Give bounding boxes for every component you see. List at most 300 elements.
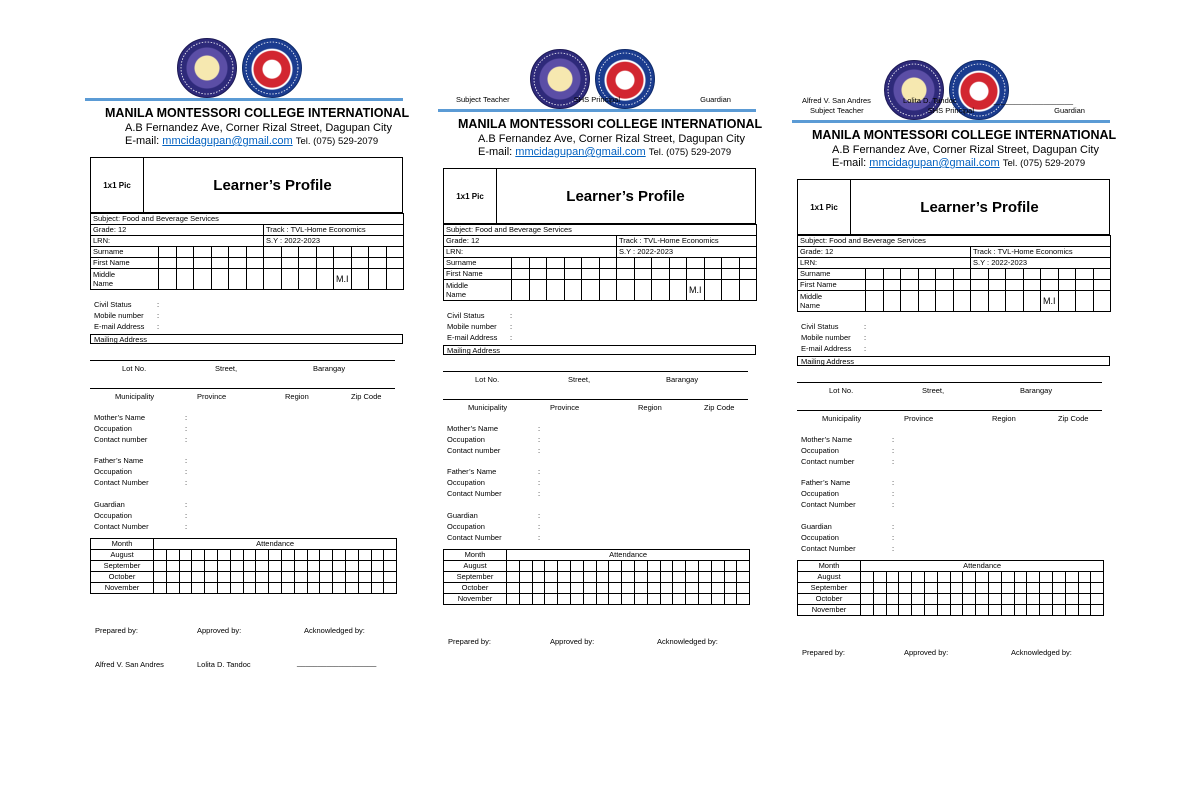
- attendance-cell: [673, 561, 686, 572]
- email-address-label: E-mail Address: [447, 333, 498, 342]
- father-name-label: Father’s Name: [801, 478, 851, 487]
- letter-cell: [722, 269, 740, 280]
- attendance-cell: [988, 605, 1001, 616]
- letter-cell: [281, 269, 299, 290]
- letter-cell: [1058, 269, 1076, 280]
- attendance-cell: [647, 572, 660, 583]
- attendance-cell: [609, 594, 622, 605]
- attendance-cell: [988, 594, 1001, 605]
- profile-header-box: [797, 179, 1110, 235]
- attendance-cell: [307, 583, 320, 594]
- attendance-cell: [724, 583, 737, 594]
- guardian-label: Guardian: [94, 500, 125, 509]
- letter-cell: [564, 258, 582, 269]
- attendance-cell: [558, 561, 571, 572]
- attendance-cell: [320, 572, 333, 583]
- surname-row: Surname: [91, 247, 404, 258]
- email-link[interactable]: mmcidagupan@gmail.com: [162, 135, 293, 147]
- attendance-cell: [320, 583, 333, 594]
- attendance-cell: [622, 572, 635, 583]
- letter-cell: [299, 247, 317, 258]
- attendance-cell: [1040, 572, 1053, 583]
- mother-name-label: Mother’s Name: [447, 424, 498, 433]
- letter-cell: [512, 269, 530, 280]
- letter-cell: [883, 280, 901, 291]
- attendance-cell: [1091, 572, 1104, 583]
- info-table: [443, 224, 757, 301]
- letter-cell: [246, 247, 264, 258]
- attendance-row: [91, 561, 397, 572]
- attendance-cell: [1014, 572, 1027, 583]
- letter-cell: [617, 280, 635, 301]
- letter-cell: [1023, 269, 1041, 280]
- letter-cell: [229, 258, 247, 269]
- attendance-cell: [950, 605, 963, 616]
- attendance-cell: [345, 583, 358, 594]
- month-label: October: [91, 572, 154, 583]
- attendance-cell: [963, 605, 976, 616]
- letter-cell: [264, 269, 282, 290]
- attendance-cell: [507, 583, 520, 594]
- attendance-cell: [205, 550, 218, 561]
- letter-cell: [564, 269, 582, 280]
- attendance-cell: [243, 561, 256, 572]
- attendance-row: [91, 583, 397, 594]
- letter-cell: [211, 258, 229, 269]
- attendance-cell: [861, 594, 874, 605]
- attendance-cell: [281, 561, 294, 572]
- attendance-cell: [507, 572, 520, 583]
- approved-by-label: Approved by:: [904, 648, 949, 657]
- attendance-cell: [154, 572, 167, 583]
- letter-cell: [599, 269, 617, 280]
- letter-cell: [1058, 291, 1076, 312]
- header-rule: [792, 120, 1110, 123]
- attendance-cell: [686, 594, 699, 605]
- attendance-cell: [256, 583, 269, 594]
- attendance-row: [798, 605, 1104, 616]
- attendance-cell: [154, 561, 167, 572]
- address-line-1: [797, 382, 1102, 383]
- attendance-cell: [269, 561, 282, 572]
- prepared-by-label: Prepared by:: [802, 648, 845, 657]
- mobile-label: Mobile number: [447, 322, 497, 331]
- attendance-row: [798, 583, 1104, 594]
- letter-cell: [211, 269, 229, 290]
- lrn-row: LRN: S.Y : 2022-2023: [444, 247, 757, 258]
- letter-cell: [1023, 291, 1041, 312]
- attendance-cell: [622, 561, 635, 572]
- attendance-cell: [1001, 583, 1014, 594]
- subject-row: Subject: Food and Beverage Services: [798, 236, 1111, 247]
- month-label: August: [798, 572, 861, 583]
- email-link[interactable]: mmcidagupan@gmail.com: [515, 146, 646, 158]
- first-name-row: First Name: [798, 280, 1111, 291]
- attendance-cell: [179, 572, 192, 583]
- letter-cell: [936, 280, 954, 291]
- attendance-cell: [634, 561, 647, 572]
- attendance-cell: [698, 583, 711, 594]
- attendance-cell: [345, 561, 358, 572]
- attendance-cell: [1091, 583, 1104, 594]
- attendance-cell: [230, 561, 243, 572]
- month-label: November: [798, 605, 861, 616]
- letter-cell: [988, 291, 1006, 312]
- attendance-cell: [1040, 594, 1053, 605]
- attendance-cell: [950, 583, 963, 594]
- attendance-cell: [507, 594, 520, 605]
- attendance-cell: [166, 550, 179, 561]
- attendance-cell: [384, 572, 397, 583]
- month-label: November: [444, 594, 507, 605]
- attendance-cell: [686, 572, 699, 583]
- letter-cell: [194, 258, 212, 269]
- top-signatory-roles: Subject Teacher SHS Principal Guardian: [456, 95, 731, 104]
- civil-status-label: Civil Status: [447, 311, 485, 320]
- attendance-cell: [320, 561, 333, 572]
- attendance-cell: [1027, 605, 1040, 616]
- letter-cell: [176, 247, 194, 258]
- attendance-cell: [1052, 583, 1065, 594]
- letter-cell: [866, 269, 884, 280]
- letter-cell: [971, 291, 989, 312]
- attendance-cell: [1065, 605, 1078, 616]
- letter-cell: [936, 291, 954, 312]
- letter-cell: [159, 247, 177, 258]
- acknowledged-by-label: Acknowledged by:: [1011, 648, 1072, 657]
- school-contact: E-mail: mmcidagupan@gmail.com Tel. (075) 529-2079: [125, 135, 379, 147]
- attendance-cell: [256, 550, 269, 561]
- attendance-cell: [937, 594, 950, 605]
- email-link[interactable]: mmcidagupan@gmail.com: [869, 157, 1000, 169]
- attendance-cell: [1078, 572, 1091, 583]
- mailing-address-box: Mailing Address: [797, 356, 1110, 366]
- attendance-cell: [307, 572, 320, 583]
- attendance-cell: [570, 583, 583, 594]
- letter-cell: [634, 269, 652, 280]
- attendance-cell: [724, 561, 737, 572]
- mother-name-label: Mother’s Name: [94, 413, 145, 422]
- letter-cell: [229, 269, 247, 290]
- middle-name-row: Middle Name M.I: [91, 269, 404, 290]
- letter-cell: [1006, 291, 1024, 312]
- attendance-cell: [384, 583, 397, 594]
- top-signatory-roles: Subject Teacher SHS Principal Guardian: [810, 106, 1085, 115]
- attendance-cell: [205, 561, 218, 572]
- subject-row: Subject: Food and Beverage Services: [444, 225, 757, 236]
- letter-cell: [194, 247, 212, 258]
- letter-cell: [669, 258, 687, 269]
- approved-by-label: Approved by:: [550, 637, 595, 646]
- attendance-cell: [963, 572, 976, 583]
- attendance-cell: [1078, 605, 1091, 616]
- school-contact: E-mail: mmcidagupan@gmail.com Tel. (075) 529-2079: [832, 157, 1086, 169]
- letter-cell: [369, 247, 387, 258]
- letter-cell: [918, 280, 936, 291]
- attendance-row: [91, 572, 397, 583]
- attendance-header-row: Month Attendance: [91, 539, 397, 550]
- mmci-seal-logo: [242, 38, 302, 98]
- letter-cell: [351, 247, 369, 258]
- attendance-cell: [243, 572, 256, 583]
- attendance-cell: [622, 594, 635, 605]
- letter-cell: [316, 258, 334, 269]
- letter-cell: [918, 269, 936, 280]
- letter-cell: [1093, 269, 1111, 280]
- letter-cell: [936, 269, 954, 280]
- school-contact: E-mail: mmcidagupan@gmail.com Tel. (075) 529-2079: [478, 146, 732, 158]
- attendance-cell: [230, 572, 243, 583]
- letter-cell: [901, 269, 919, 280]
- attendance-cell: [976, 572, 989, 583]
- letter-cell: [704, 280, 722, 301]
- address-line-1: [90, 360, 395, 361]
- letter-cell: [988, 280, 1006, 291]
- letter-cell: [971, 280, 989, 291]
- letter-cell: [529, 258, 547, 269]
- attendance-cell: [243, 550, 256, 561]
- attendance-cell: [963, 583, 976, 594]
- grade-row: Grade: 12 Track : TVL-Home Economics: [798, 247, 1111, 258]
- grade-row: Grade: 12 Track : TVL-Home Economics: [91, 225, 404, 236]
- approved-by-label: Approved by:: [197, 626, 242, 635]
- attendance-cell: [711, 583, 724, 594]
- mother-name-label: Mother’s Name: [801, 435, 852, 444]
- letter-cell: [669, 269, 687, 280]
- letter-cell: [351, 269, 369, 290]
- letter-cell: [529, 280, 547, 301]
- deped-seal-logo: [177, 38, 237, 98]
- attendance-row: [798, 572, 1104, 583]
- letter-cell: [1093, 280, 1111, 291]
- attendance-cell: [281, 572, 294, 583]
- attendance-cell: [1091, 605, 1104, 616]
- letter-cell: [281, 247, 299, 258]
- attendance-cell: [545, 583, 558, 594]
- attendance-cell: [532, 594, 545, 605]
- attendance-cell: [217, 572, 230, 583]
- attendance-row: [444, 583, 750, 594]
- letter-cell: [599, 258, 617, 269]
- attendance-cell: [179, 583, 192, 594]
- attendance-cell: [532, 561, 545, 572]
- attendance-cell: [1014, 594, 1027, 605]
- letter-cell: [953, 269, 971, 280]
- letter-cell: [229, 247, 247, 258]
- header-rule: [85, 98, 403, 101]
- attendance-table: [90, 538, 397, 594]
- attendance-cell: [924, 594, 937, 605]
- photo-placeholder: 1x1 Pic: [798, 180, 851, 234]
- letter-cell: [334, 247, 352, 258]
- civil-status-label: Civil Status: [94, 300, 132, 309]
- attendance-row: [444, 561, 750, 572]
- letter-cell: [1076, 280, 1094, 291]
- header-rule: [438, 109, 756, 112]
- school-name: MANILA MONTESSORI COLLEGE INTERNATIONAL: [458, 117, 763, 131]
- letter-cell: [1023, 280, 1041, 291]
- attendance-cell: [217, 583, 230, 594]
- info-table: [797, 235, 1111, 312]
- attendance-cell: [861, 605, 874, 616]
- guardian-label: Guardian: [801, 522, 832, 531]
- letter-cell: [652, 258, 670, 269]
- attendance-cell: [988, 572, 1001, 583]
- father-name-label: Father’s Name: [447, 467, 497, 476]
- attendance-table: [443, 549, 750, 605]
- letter-cell: [369, 269, 387, 290]
- attendance-cell: [205, 572, 218, 583]
- attendance-cell: [686, 561, 699, 572]
- attendance-cell: [358, 550, 371, 561]
- letter-cell: [652, 269, 670, 280]
- letter-cell: [334, 258, 352, 269]
- attendance-cell: [256, 561, 269, 572]
- attendance-cell: [230, 583, 243, 594]
- address-line-1: [443, 371, 748, 372]
- attendance-cell: [609, 561, 622, 572]
- form-title: Learner’s Profile: [213, 176, 332, 194]
- attendance-cell: [519, 561, 532, 572]
- attendance-cell: [711, 594, 724, 605]
- attendance-cell: [256, 572, 269, 583]
- attendance-cell: [1001, 594, 1014, 605]
- attendance-cell: [1091, 594, 1104, 605]
- attendance-cell: [269, 572, 282, 583]
- attendance-cell: [217, 561, 230, 572]
- letter-cell: [176, 258, 194, 269]
- letter-cell: [264, 247, 282, 258]
- month-label: August: [91, 550, 154, 561]
- attendance-row: [444, 594, 750, 605]
- attendance-cell: [660, 561, 673, 572]
- attendance-cell: [647, 583, 660, 594]
- letter-cell: [1058, 280, 1076, 291]
- letter-cell: [316, 247, 334, 258]
- attendance-cell: [622, 583, 635, 594]
- attendance-cell: [1065, 594, 1078, 605]
- letter-cell: [953, 291, 971, 312]
- lrn-row: LRN: S.Y : 2022-2023: [798, 258, 1111, 269]
- attendance-cell: [333, 550, 346, 561]
- attendance-cell: [307, 561, 320, 572]
- attendance-cell: [307, 550, 320, 561]
- attendance-cell: [1078, 583, 1091, 594]
- attendance-cell: [1065, 583, 1078, 594]
- middle-initial-cell: M.I: [334, 269, 352, 290]
- email-address-label: E-mail Address: [801, 344, 852, 353]
- address-line-2: [90, 388, 395, 389]
- guardian-label: Guardian: [447, 511, 478, 520]
- attendance-cell: [294, 561, 307, 572]
- letter-cell: [971, 269, 989, 280]
- letter-cell: [617, 269, 635, 280]
- top-signatory-names: Alfred V. San Andres Lolita D. Tandoc ___________________: [802, 96, 1074, 105]
- attendance-cell: [583, 572, 596, 583]
- attendance-cell: [192, 550, 205, 561]
- school-address: A.B Fernandez Ave, Corner Rizal Street, Dagupan City: [125, 122, 392, 134]
- mailing-address-box: Mailing Address: [90, 334, 403, 344]
- school-address: A.B Fernandez Ave, Corner Rizal Street, Dagupan City: [478, 133, 745, 145]
- letter-cell: [246, 269, 264, 290]
- letter-cell: [159, 258, 177, 269]
- attendance-cell: [179, 561, 192, 572]
- attendance-cell: [1014, 605, 1027, 616]
- attendance-cell: [384, 561, 397, 572]
- letter-cell: [687, 258, 705, 269]
- letter-cell: [704, 269, 722, 280]
- attendance-cell: [1040, 605, 1053, 616]
- first-name-row: First Name: [91, 258, 404, 269]
- attendance-cell: [686, 583, 699, 594]
- attendance-cell: [583, 561, 596, 572]
- acknowledged-by-label: Acknowledged by:: [304, 626, 365, 635]
- attendance-cell: [647, 594, 660, 605]
- attendance-cell: [1052, 594, 1065, 605]
- attendance-cell: [596, 583, 609, 594]
- attendance-cell: [886, 583, 899, 594]
- letter-cell: [739, 269, 757, 280]
- attendance-cell: [737, 594, 750, 605]
- attendance-cell: [634, 583, 647, 594]
- attendance-cell: [988, 583, 1001, 594]
- attendance-cell: [1027, 594, 1040, 605]
- middle-initial-cell: M.I: [1041, 291, 1059, 312]
- attendance-cell: [899, 605, 912, 616]
- letter-cell: [386, 258, 404, 269]
- attendance-cell: [333, 572, 346, 583]
- attendance-cell: [154, 583, 167, 594]
- attendance-cell: [937, 583, 950, 594]
- attendance-cell: [1052, 605, 1065, 616]
- attendance-cell: [899, 583, 912, 594]
- letter-cell: [599, 280, 617, 301]
- civil-status-label: Civil Status: [801, 322, 839, 331]
- letter-cell: [299, 258, 317, 269]
- attendance-cell: [873, 594, 886, 605]
- address-line-2: [443, 399, 748, 400]
- letter-cell: [386, 247, 404, 258]
- attendance-cell: [384, 550, 397, 561]
- letter-cell: [512, 280, 530, 301]
- attendance-cell: [371, 550, 384, 561]
- attendance-cell: [558, 572, 571, 583]
- attendance-cell: [698, 594, 711, 605]
- attendance-cell: [345, 572, 358, 583]
- letter-cell: [988, 269, 1006, 280]
- letter-cell: [281, 258, 299, 269]
- letter-cell: [1076, 291, 1094, 312]
- profile-header-box: [443, 168, 756, 224]
- attendance-cell: [963, 594, 976, 605]
- attendance-cell: [711, 572, 724, 583]
- attendance-cell: [698, 561, 711, 572]
- letter-cell: [564, 280, 582, 301]
- middle-name-row: Middle Name M.I: [798, 291, 1111, 312]
- attendance-cell: [269, 583, 282, 594]
- attendance-cell: [937, 572, 950, 583]
- attendance-cell: [507, 561, 520, 572]
- letter-cell: [739, 258, 757, 269]
- attendance-cell: [912, 583, 925, 594]
- attendance-row: [444, 572, 750, 583]
- acknowledged-by-label: Acknowledged by:: [657, 637, 718, 646]
- school-address: A.B Fernandez Ave, Corner Rizal Street, Dagupan City: [832, 144, 1099, 156]
- photo-placeholder: 1x1 Pic: [444, 169, 497, 223]
- month-label: September: [91, 561, 154, 572]
- attendance-cell: [634, 594, 647, 605]
- first-name-row: First Name: [444, 269, 757, 280]
